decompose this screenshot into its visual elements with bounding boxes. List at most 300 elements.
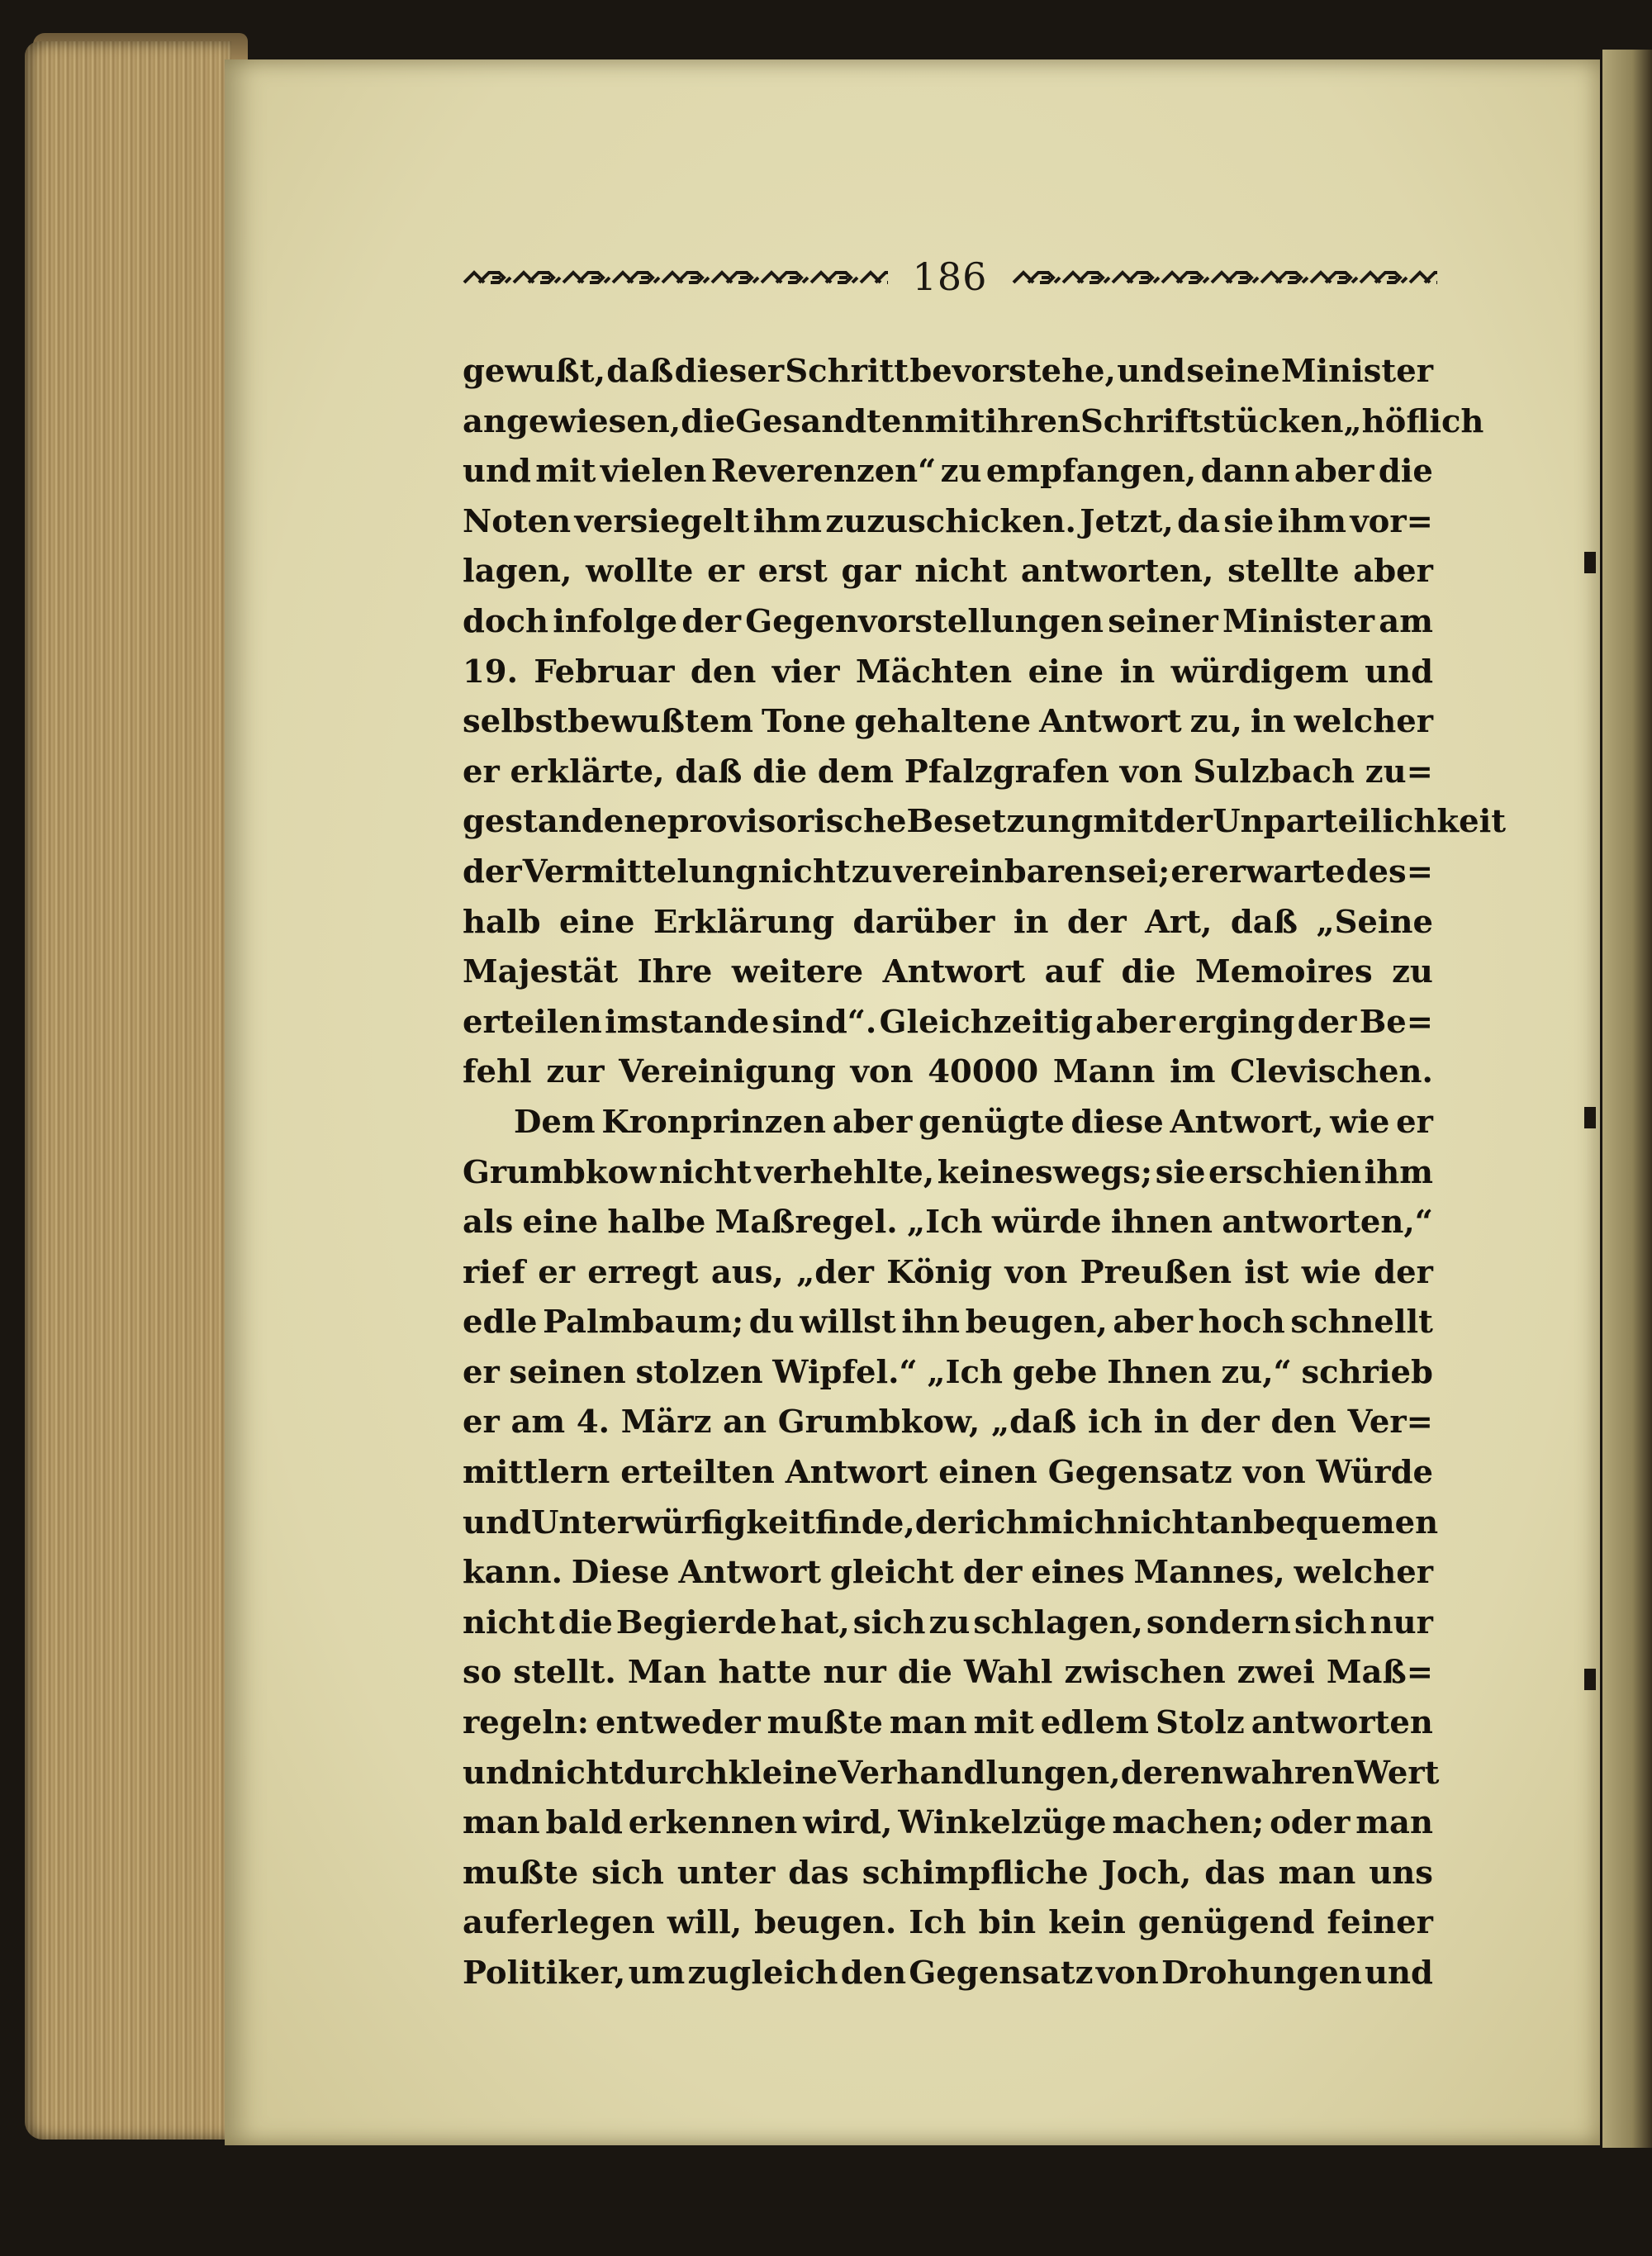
- word: Maß=: [1326, 1654, 1433, 1692]
- word: Begierde: [615, 1603, 777, 1641]
- word: eine: [522, 1204, 599, 1242]
- word: zugleich: [687, 1954, 838, 1992]
- word: wollte: [586, 553, 694, 591]
- word: Reverenzen“: [710, 453, 937, 491]
- word: sind“.: [771, 1003, 877, 1041]
- word: und: [463, 453, 531, 491]
- word: nicht: [658, 1153, 752, 1191]
- word: „Ich: [906, 1204, 983, 1242]
- word: erwarte: [1208, 853, 1346, 891]
- word: er: [463, 1403, 500, 1441]
- word: will,: [667, 1904, 743, 1942]
- word: mußte: [463, 1854, 579, 1892]
- word: nicht: [757, 853, 851, 891]
- word: du: [748, 1304, 795, 1342]
- margin-mark: [1584, 1107, 1596, 1128]
- word: sich: [1294, 1603, 1367, 1641]
- word: ihm: [1277, 502, 1346, 540]
- word: empfangen,: [985, 453, 1197, 491]
- word: man: [1355, 1804, 1433, 1842]
- text-line: [463, 1598, 1433, 1649]
- word: an: [723, 1403, 767, 1441]
- word: wird,: [803, 1804, 893, 1842]
- word: entweder: [596, 1704, 761, 1742]
- text-line: [463, 547, 1433, 597]
- word: ich: [1087, 1403, 1143, 1441]
- word: fehl: [463, 1053, 532, 1091]
- word: willst: [800, 1304, 896, 1342]
- text-line: [463, 1398, 1433, 1448]
- word: regeln:: [463, 1704, 590, 1742]
- word: dann: [1200, 453, 1290, 491]
- word: mit: [535, 453, 596, 491]
- text-line: [463, 1798, 1433, 1849]
- word: Unterwürfigkeit: [530, 1503, 815, 1541]
- text-line: [463, 397, 1484, 448]
- word: Gegenvorstellungen: [745, 602, 1104, 640]
- word: oder: [1270, 1804, 1351, 1842]
- text-line: [463, 1098, 1433, 1148]
- text-line: [463, 1849, 1433, 1899]
- word: er: [538, 1253, 576, 1291]
- word: gar: [841, 553, 901, 591]
- word: daß: [1230, 903, 1298, 941]
- word: genügte: [919, 1103, 1065, 1141]
- word: zwischen: [1064, 1654, 1226, 1692]
- word: seinen: [509, 1353, 626, 1391]
- word: mit: [924, 402, 985, 440]
- word: zu=: [1365, 753, 1433, 791]
- word: eines: [1031, 1554, 1125, 1592]
- word: erst: [757, 553, 828, 591]
- word: die: [1121, 953, 1176, 991]
- running-header: [463, 252, 1437, 302]
- word: ist: [1244, 1253, 1289, 1291]
- word: Ihre: [637, 953, 713, 991]
- paragraph: [463, 347, 1506, 1098]
- word: infolge: [553, 602, 678, 640]
- word: Ver=: [1347, 1403, 1433, 1441]
- word: aber: [1353, 553, 1433, 591]
- word: er: [707, 553, 744, 591]
- word: der: [1374, 1253, 1433, 1291]
- word: ihm: [752, 502, 823, 540]
- word: schimpfliche: [862, 1854, 1089, 1892]
- word: erschien: [1208, 1153, 1362, 1191]
- word: 4.: [576, 1403, 610, 1441]
- word: bald: [545, 1804, 623, 1842]
- word: Grumbkow: [463, 1153, 657, 1191]
- word: feiner: [1327, 1904, 1433, 1942]
- word: und: [463, 1754, 531, 1792]
- word: Palmbaum;: [543, 1304, 744, 1342]
- page-edges: [25, 41, 231, 2140]
- word: gebe: [1012, 1353, 1098, 1391]
- word: deren: [1120, 1754, 1223, 1792]
- word: schnellt: [1290, 1304, 1433, 1342]
- word: würde: [991, 1204, 1102, 1242]
- word: Diese: [571, 1554, 670, 1592]
- word: Antwort: [785, 1454, 928, 1492]
- word: seiner: [1108, 602, 1218, 640]
- word: in: [1013, 903, 1049, 941]
- word: vier: [771, 653, 840, 691]
- word: Grumbkow,: [777, 1403, 980, 1441]
- word: erging: [1178, 1003, 1295, 1041]
- word: halb: [463, 903, 541, 941]
- page-number: 186: [912, 254, 988, 299]
- word: nur: [823, 1654, 886, 1692]
- text-line: [463, 1047, 1433, 1098]
- word: mit: [973, 1704, 1034, 1742]
- word: aber: [1095, 1003, 1175, 1041]
- word: Joch,: [1101, 1854, 1192, 1892]
- word: Winkelzüge: [898, 1804, 1107, 1842]
- word: ihren: [985, 402, 1080, 440]
- word: Tone: [761, 703, 847, 741]
- word: von: [850, 1053, 914, 1091]
- word: wie: [1301, 1253, 1361, 1291]
- word: stellte: [1227, 553, 1340, 591]
- word: uns: [1369, 1854, 1433, 1892]
- text-line: [463, 347, 1433, 397]
- word: man: [889, 1704, 967, 1742]
- word: so: [463, 1654, 502, 1692]
- word: daß: [606, 353, 674, 390]
- word: die: [1378, 453, 1433, 491]
- text-line: [463, 1498, 1439, 1549]
- text-line: [463, 1148, 1433, 1199]
- word: bin: [978, 1904, 1037, 1942]
- word: gleicht: [829, 1554, 954, 1592]
- word: aus,: [710, 1253, 784, 1291]
- word: sie: [1223, 502, 1275, 540]
- text-line: [463, 797, 1506, 848]
- word: mittlern: [463, 1454, 610, 1492]
- word: Dem: [514, 1103, 596, 1141]
- word: Ihnen: [1107, 1353, 1212, 1391]
- word: bevorstehe,: [909, 353, 1116, 390]
- word: der: [681, 602, 742, 640]
- word: Wahl: [963, 1654, 1053, 1692]
- word: von: [1119, 753, 1183, 791]
- word: gewußt,: [463, 353, 605, 390]
- word: der: [463, 853, 522, 891]
- word: Februar: [534, 653, 675, 691]
- text-line: [463, 697, 1433, 748]
- word: sondern: [1146, 1603, 1291, 1641]
- word: Vereinigung: [619, 1053, 836, 1091]
- word: einen: [938, 1454, 1037, 1492]
- word: antworten,“: [1222, 1204, 1433, 1242]
- word: von: [1004, 1253, 1068, 1291]
- word: keineswegs;: [937, 1153, 1153, 1191]
- word: Jetzt,: [1080, 502, 1174, 540]
- word: ihnen: [1110, 1204, 1213, 1242]
- text-line: [463, 1448, 1433, 1498]
- word: antworten: [1251, 1704, 1433, 1742]
- word: selbstbewußtem: [463, 703, 753, 741]
- word: des=: [1346, 853, 1433, 891]
- word: am: [1379, 602, 1433, 640]
- word: erteilten: [620, 1454, 775, 1492]
- word: hoch: [1198, 1304, 1285, 1342]
- word: Wert: [1354, 1754, 1440, 1792]
- word: ich: [974, 1503, 1029, 1541]
- word: eine: [1028, 653, 1104, 691]
- word: Ich: [909, 1904, 966, 1942]
- word: man: [1278, 1854, 1356, 1892]
- word: erkennen: [628, 1804, 798, 1842]
- word: versiegelt: [574, 502, 750, 540]
- margin-mark: [1584, 552, 1596, 573]
- word: Gegensatz: [1047, 1454, 1232, 1492]
- text-line: [463, 1198, 1433, 1248]
- word: gestandene: [463, 803, 667, 841]
- word: vereinbaren: [893, 853, 1108, 891]
- word: Gesandten: [735, 402, 925, 440]
- word: zu: [940, 453, 982, 491]
- word: von: [1242, 1454, 1306, 1492]
- word: sei;: [1108, 853, 1170, 891]
- word: dieser: [674, 353, 785, 390]
- word: doch: [463, 602, 549, 640]
- word: nicht: [463, 1603, 555, 1641]
- word: „Ich: [927, 1353, 1003, 1391]
- word: sich: [591, 1854, 664, 1892]
- word: erteilen: [463, 1003, 602, 1041]
- word: gehaltene: [854, 703, 1032, 741]
- text-line: [463, 1348, 1433, 1399]
- word: und: [1365, 653, 1433, 691]
- word: der: [1200, 1403, 1260, 1441]
- word: beugen,: [965, 1304, 1108, 1342]
- word: da: [1177, 502, 1221, 540]
- word: im: [1170, 1053, 1216, 1091]
- text-line: [463, 1648, 1433, 1698]
- word: Schritt: [785, 353, 909, 390]
- word: Vermittelung: [522, 853, 757, 891]
- text-line: [463, 1248, 1433, 1299]
- word: Stolz: [1156, 1704, 1245, 1742]
- word: zu: [851, 853, 893, 891]
- word: Maßregel.: [714, 1204, 898, 1242]
- word: der: [962, 1554, 1023, 1592]
- word: er: [463, 1353, 500, 1391]
- word: er: [463, 753, 500, 791]
- word: Mächten: [855, 653, 1013, 691]
- text-line: [463, 948, 1433, 998]
- left-ornament-icon: [463, 266, 888, 287]
- word: Erklärung: [653, 903, 835, 941]
- word: der: [914, 1503, 975, 1541]
- word: darüber: [852, 903, 995, 941]
- word: ihn: [901, 1304, 960, 1342]
- word: Mannes,: [1133, 1554, 1285, 1592]
- word: Mann: [1052, 1053, 1156, 1091]
- word: in: [1153, 1403, 1189, 1441]
- word: die: [897, 1654, 952, 1692]
- word: finde,: [814, 1503, 915, 1541]
- text-line: [463, 497, 1433, 548]
- word: daß: [675, 753, 743, 791]
- word: man: [463, 1804, 540, 1842]
- word: zu: [1392, 953, 1433, 991]
- word: kleine: [728, 1754, 838, 1792]
- word: Man: [627, 1654, 707, 1692]
- word: mit: [1093, 803, 1154, 841]
- word: Sulzbach: [1193, 753, 1355, 791]
- word: weitere: [731, 953, 864, 991]
- word: in: [1119, 653, 1156, 691]
- word: die: [681, 402, 736, 440]
- word: stellt.: [513, 1654, 616, 1692]
- word: edle: [463, 1304, 538, 1342]
- word: aber: [832, 1103, 913, 1141]
- word: aber: [1113, 1304, 1194, 1342]
- word: verhehlte,: [754, 1153, 935, 1191]
- word: und: [1117, 353, 1186, 390]
- word: Antwort: [678, 1554, 822, 1592]
- word: durch: [623, 1754, 729, 1792]
- text-line: [463, 848, 1433, 898]
- word: beugen.: [754, 1904, 897, 1942]
- word: dem: [817, 753, 895, 791]
- word: den: [1270, 1403, 1336, 1441]
- text-line: [463, 1298, 1433, 1348]
- word: der: [1153, 803, 1213, 841]
- word: wie: [1330, 1103, 1390, 1141]
- word: erklärte,: [510, 753, 665, 791]
- word: Kronprinzen: [601, 1103, 826, 1141]
- word: mußte: [767, 1704, 883, 1742]
- word: das: [788, 1854, 849, 1892]
- text-line: [463, 648, 1433, 698]
- word: antworten,: [1020, 553, 1214, 591]
- word: von: [1095, 1954, 1159, 1992]
- word: kein: [1048, 1904, 1126, 1942]
- word: lagen,: [463, 553, 572, 591]
- word: welcher: [1294, 703, 1433, 741]
- word: zwei: [1237, 1654, 1315, 1692]
- word: schrieb: [1301, 1353, 1433, 1391]
- word: Politiker,: [463, 1954, 626, 1992]
- word: Würde: [1316, 1454, 1433, 1492]
- word: erregt: [587, 1253, 699, 1291]
- text-line: [463, 1698, 1433, 1749]
- word: seine: [1186, 353, 1280, 390]
- text-line: [463, 1548, 1433, 1598]
- word: das: [1204, 1854, 1265, 1892]
- word: zuzuschicken.: [825, 502, 1076, 540]
- word: der: [1066, 903, 1127, 941]
- word: die: [752, 753, 808, 791]
- word: ihm: [1364, 1153, 1433, 1191]
- word: zu,: [1189, 703, 1242, 741]
- text-line: [463, 748, 1433, 798]
- word: und: [1365, 1954, 1433, 1992]
- text-line: [463, 998, 1433, 1048]
- word: auferlegen: [463, 1904, 655, 1942]
- text-line: [463, 447, 1433, 497]
- word: Be=: [1359, 1003, 1433, 1041]
- word: nicht: [530, 1754, 624, 1792]
- word: zur: [546, 1053, 605, 1091]
- word: wahren: [1222, 1754, 1355, 1792]
- facing-page-edge: [1602, 50, 1652, 2148]
- word: Pfalzgrafen: [904, 753, 1109, 791]
- word: „daß: [991, 1403, 1077, 1441]
- word: Antwort,: [1170, 1103, 1324, 1141]
- word: machen;: [1112, 1804, 1265, 1842]
- word: die: [558, 1603, 613, 1641]
- word: Besetzung: [906, 803, 1094, 841]
- word: Memoires: [1195, 953, 1373, 991]
- word: anbequemen: [1209, 1503, 1439, 1541]
- text-line: [463, 597, 1433, 648]
- word: als: [463, 1204, 514, 1242]
- word: diese: [1070, 1103, 1164, 1141]
- word: auf: [1044, 953, 1103, 991]
- word: Gegensatz: [909, 1954, 1094, 1992]
- word: hatte: [718, 1654, 812, 1692]
- word: Noten: [463, 502, 572, 540]
- word: würdigem: [1170, 653, 1349, 691]
- word: Majestät: [463, 953, 619, 991]
- word: sie: [1155, 1153, 1206, 1191]
- word: zu: [928, 1603, 971, 1641]
- word: Minister: [1280, 353, 1433, 390]
- word: nicht: [914, 553, 1008, 591]
- word: edlem: [1040, 1704, 1150, 1742]
- word: Art,: [1145, 903, 1213, 941]
- word: und: [463, 1503, 531, 1541]
- word: am: [510, 1403, 566, 1441]
- word: hat,: [780, 1603, 850, 1641]
- word: 19.: [463, 653, 518, 691]
- word: Verhandlungen,: [838, 1754, 1121, 1792]
- word: in: [1250, 703, 1286, 741]
- word: er: [1170, 853, 1208, 891]
- word: vielen: [600, 453, 707, 491]
- word: der: [1297, 1003, 1357, 1041]
- word: Drohungen: [1161, 1954, 1362, 1992]
- word: sich: [852, 1603, 926, 1641]
- word: Minister: [1222, 602, 1375, 640]
- word: kann.: [463, 1554, 563, 1592]
- text-line: [463, 1898, 1433, 1949]
- word: welcher: [1294, 1554, 1433, 1592]
- body-text: [463, 347, 1506, 1999]
- word: Preußen: [1080, 1253, 1232, 1291]
- paragraph: [463, 1098, 1440, 1999]
- word: „der: [796, 1253, 874, 1291]
- word: nicht: [1117, 1503, 1210, 1541]
- word: mich: [1028, 1503, 1118, 1541]
- word: angewiesen,: [463, 402, 681, 440]
- word: Wipfel.“: [772, 1353, 918, 1391]
- word: Gleichzeitig: [879, 1003, 1093, 1041]
- word: den: [840, 1954, 907, 1992]
- word: Schriftstücken: [1080, 402, 1344, 440]
- word: Antwort: [1039, 703, 1182, 741]
- text-line: [463, 898, 1433, 948]
- word: imstande: [605, 1003, 770, 1041]
- word: rief: [463, 1253, 525, 1291]
- word: König: [886, 1253, 993, 1291]
- word: „höflich: [1343, 402, 1484, 440]
- word: er: [1396, 1103, 1433, 1141]
